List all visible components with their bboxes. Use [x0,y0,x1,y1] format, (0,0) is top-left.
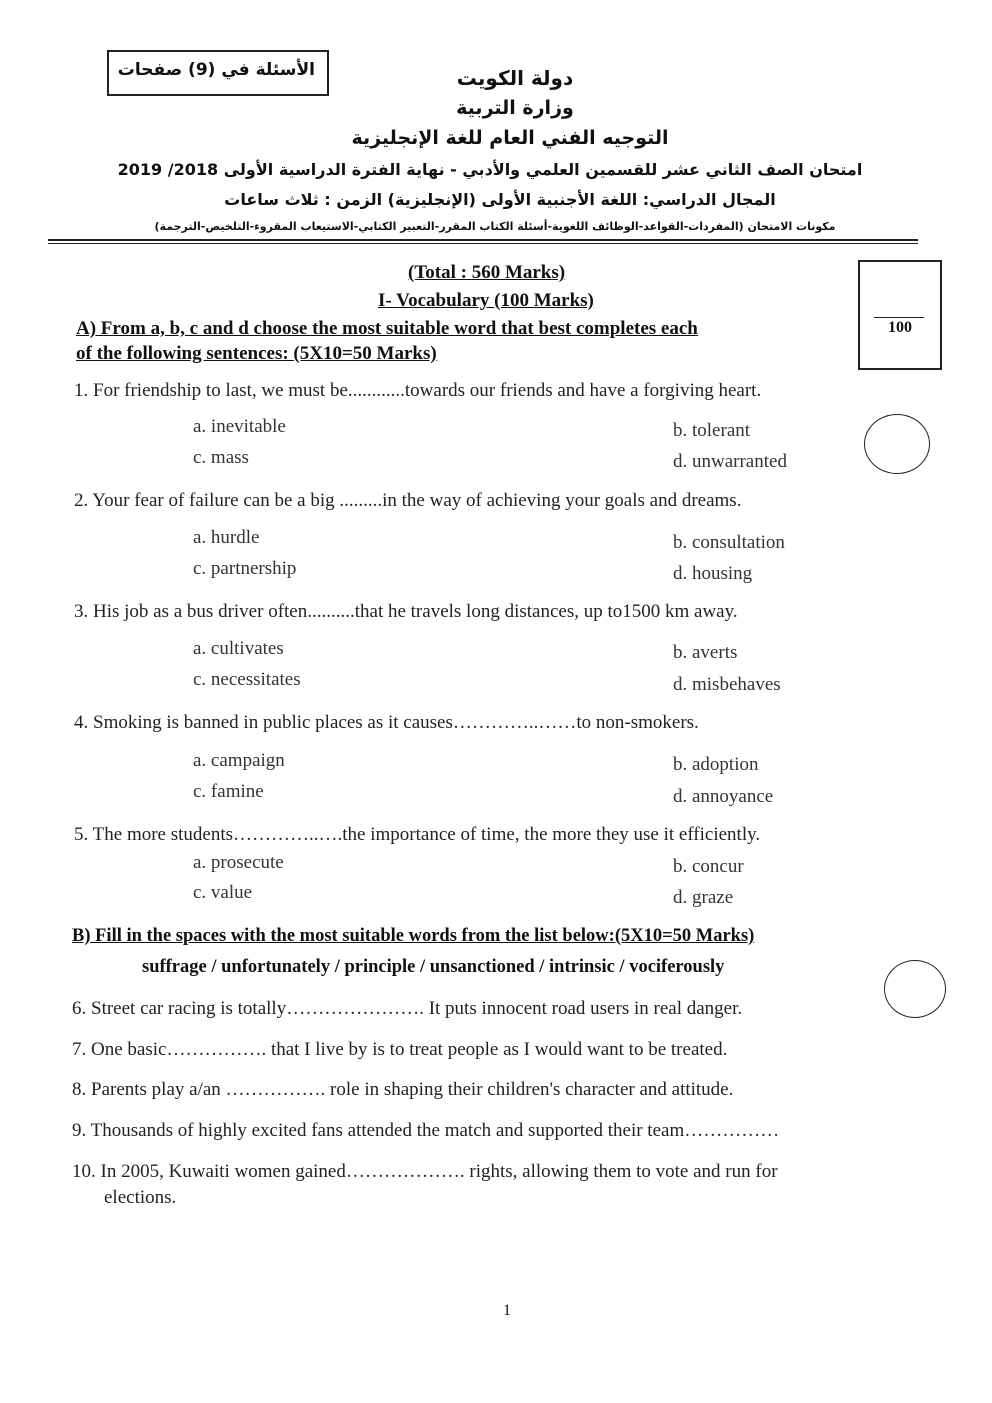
q1-option-b: b. tolerant [673,420,751,441]
q4-option-c: c. famine [193,781,264,802]
q2-option-c: c. partnership [193,558,297,579]
part-a-instruction-2: of the following sentences: (5X10=50 Marks) [76,343,437,364]
header-divider [48,239,918,241]
country-name: دولة الكويت [456,66,574,90]
question-7: 7. One basic……………. that I live by is to treat people as I would want to be treated. [72,1039,728,1060]
q5-option-a: a. prosecute [193,852,284,873]
score-max: 100 [888,319,912,336]
q4-option-a: a. campaign [193,750,285,771]
pages-note-box [107,50,329,96]
question-8: 8. Parents play a/an ……………. role in shaping their children's character and attitude. [72,1079,734,1100]
q5-option-b: b. concur [673,856,744,877]
header-divider-thin [48,243,918,244]
q1-option-a: a. inevitable [193,416,286,437]
answer-circle-b [884,960,946,1018]
question-6: 6. Street car racing is totally…………………. It puts innocent road users in real danger. [72,998,743,1019]
q3-option-d: d. misbehaves [673,674,781,695]
ministry-name: وزارة التربية [456,97,574,119]
q1-option-c: c. mass [193,447,249,468]
question-5: 5. The more students…………..….the importance of time, the more they use it efficiently. [74,824,761,845]
question-10: 10. In 2005, Kuwaiti women gained………………. rights, allowing them to vote and run for [72,1161,778,1182]
question-2: 2. Your fear of failure can be a big .........in the way of achieving your goals and dreams. [74,490,742,511]
q1-option-d: d. unwarranted [673,451,787,472]
score-line [874,317,924,318]
page-number: 1 [503,1302,511,1319]
part-a-instruction-1: A) From a, b, c and d choose the most suitable word that best completes each [76,318,698,339]
question-10-continued: elections. [104,1187,177,1208]
question-9: 9. Thousands of highly excited fans attended the match and supported their team…………… [72,1120,780,1141]
q4-option-b: b. adoption [673,754,759,775]
q2-option-a: a. hurdle [193,527,260,548]
question-1: 1. For friendship to last, we must be............towards our friends and have a forgiving heart. [74,380,762,401]
q2-option-b: b. consultation [673,532,785,553]
q3-option-a: a. cultivates [193,638,284,659]
department-name: التوجيه الفني العام للغة الإنجليزية [351,127,669,149]
score-box [858,260,942,370]
question-4: 4. Smoking is banned in public places as it causes…………..……to non-smokers. [74,712,699,733]
question-3: 3. His job as a bus driver often..........that he travels long distances, up to1500 km away. [74,601,738,622]
q4-option-d: d. annoyance [673,786,774,807]
part-b-instruction: B) Fill in the spaces with the most suitable words from the list below:(5X10=50 Marks) [72,926,755,946]
pages-note: الأسئلة في (9) صفحات [117,60,315,80]
exam-title: امتحان الصف الثاني عشر للقسمين العلمي والأدبي - نهاية الفترة الدراسية الأولى 2018/ 2019 [117,160,863,179]
total-marks: (Total : 560 Marks) [408,262,566,283]
exam-components: مكونات الامتحان (المفردات-القواعد-الوظائف اللغوية-أسئلة الكتاب المقرر-التعبير الكتابي-الاستيعاب المقروء-التلخيص-الترجمة) [154,220,836,233]
subject-line: المجال الدراسي: اللغة الأجنبية الأولى (الإنجليزية) الزمن : ثلاث ساعات [224,190,776,209]
q5-option-d: d. graze [673,887,734,908]
q3-option-b: b. averts [673,642,738,663]
answer-circle-a [864,414,930,474]
q3-option-c: c. necessitates [193,669,301,690]
q5-option-c: c. value [193,882,253,903]
section-title: I- Vocabulary (100 Marks) [378,290,594,311]
q2-option-d: d. housing [673,563,753,584]
word-list: suffrage / unfortunately / principle / unsanctioned / intrinsic / vociferously [142,957,725,977]
